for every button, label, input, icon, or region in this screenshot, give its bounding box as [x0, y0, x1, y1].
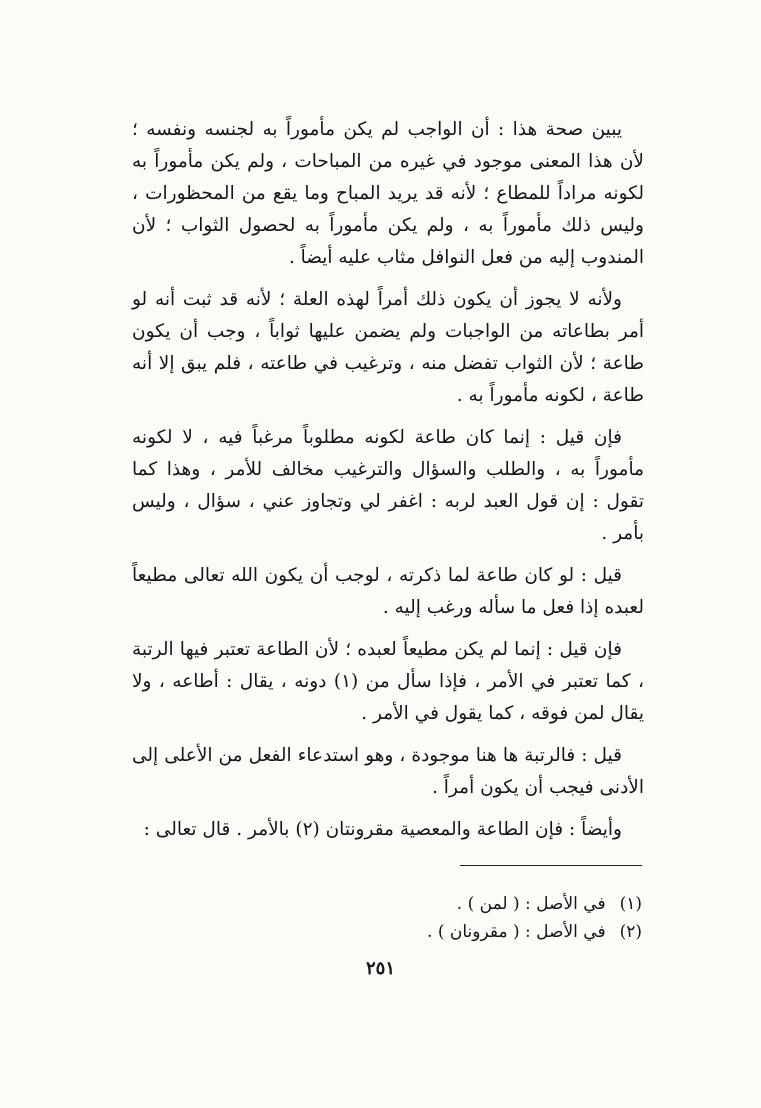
main-text [132, 114, 644, 856]
paragraph-5: فإن قيل : إنما لم يكن مطيعاً لعبده ؛ لأن الطاعة تعتبر فيها الرتبة ، كما تعتبر في الأمر ، فإذا سأل من (١) دونه ، يقال : أطاعه ، ولا يقال لمن فوقه ، كما يقول في الأمر . [132, 639, 645, 724]
footnote-1-number: (١) [619, 894, 642, 914]
footnote-divider [460, 865, 642, 866]
footnote-1 [132, 890, 642, 918]
footnote-2-text: في الأصل : ( مقرونان ) . [427, 922, 606, 942]
page-number: ٢٥١ [365, 958, 395, 979]
footnote-1-text: في الأصل : ( لمن ) . [456, 894, 606, 914]
footnote-2 [132, 918, 642, 946]
paragraph-7: وأيضاً : فإن الطاعة والمعصية مقرونتان (٢) بالأمر . قال تعالى : [143, 819, 622, 840]
paragraph-4: قيل : لو كان طاعة لما ذكرته ، لوجب أن يكون الله تعالى مطيعاً لعبده إذا فعل ما سأله ورغب إليه . [132, 565, 644, 618]
paragraph-2: ولأنه لا يجوز أن يكون ذلك أمراً لهذه العلة ؛ لأنه قد ثبت أنه لو أمر بطاعاته من الواجبات ولم يضمن عليها ثواباً ، وجب أن يكون طاعة ؛ لأن الثواب تفضل منه ، وترغيب في طاعته ، فلم يبق إلا أنه طاعة ، لكونه مأموراً به . [132, 289, 644, 406]
paragraph-6: قيل : فالرتبة ها هنا موجودة ، وهو استدعاء الفعل من الأعلى إلى الأدنى فيجب أن يكون أمراً . [132, 745, 644, 798]
paragraph-1: يبين صحة هذا : أن الواجب لم يكن مأموراً به لجنسه ونفسه ؛ لأن هذا المعنى موجود في غيره من المباحات ، ولم يكن مأموراً به لكونه مراداً للمطاع ؛ لأنه قد يريد المباح وما يقع من المحظورات ، وليس ذلك مأموراً به ، ولم يكن مأموراً به لحصول الثواب ؛ لأن المندوب إليه من فعل النوافل مثاب عليه أيضاً . [132, 119, 644, 268]
footnote-2-number: (٢) [619, 922, 642, 942]
paragraph-3: فإن قيل : إنما كان طاعة لكونه مطلوباً مرغباً فيه ، لا لكونه مأموراً به ، والطلب والسؤال والترغيب مخالف للأمر ، وهذا كما تقول : إن قول العبد لربه : اغفر لي وتجاوز عني ، سؤال ، وليس بأمر . [132, 427, 644, 544]
footnotes [132, 890, 642, 946]
